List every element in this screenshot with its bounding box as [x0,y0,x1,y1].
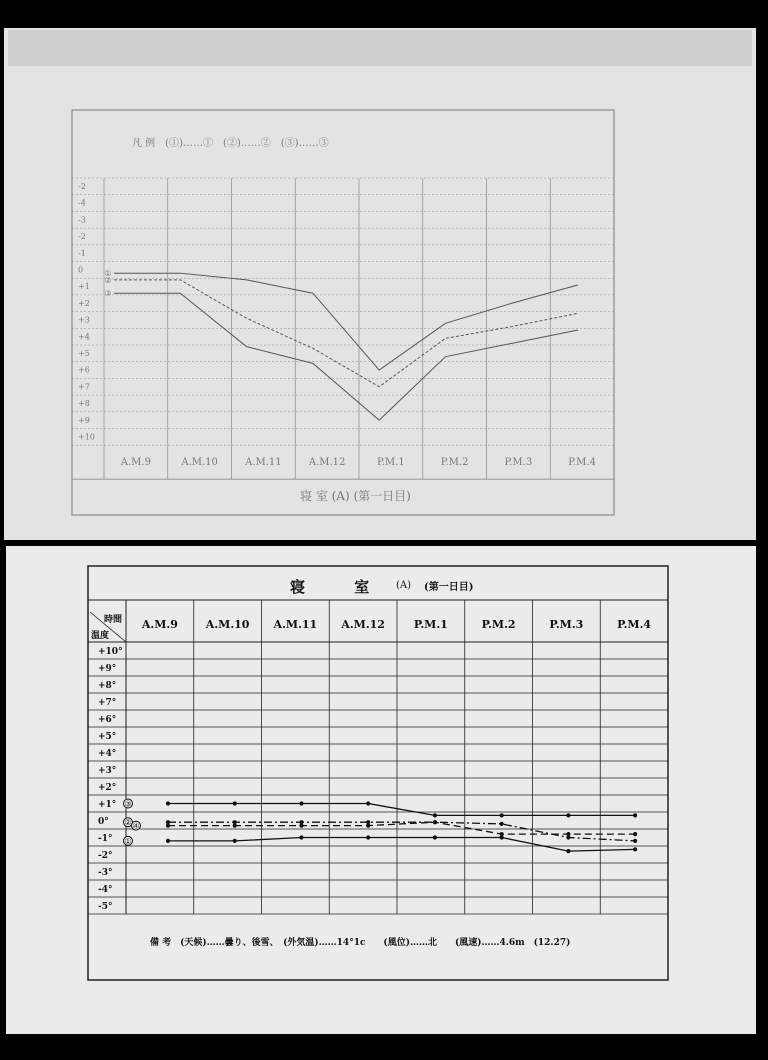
series-point [500,835,504,839]
upper-y-tick-label: -4 [78,198,86,208]
series-point [566,813,570,817]
y-tick-label: +3° [98,766,117,776]
y-tick-label: +2° [98,783,117,793]
series-line [168,804,635,816]
y-tick-label: -2° [98,851,113,861]
series-point [633,839,637,843]
x-tick-label: A.M.9 [141,618,178,631]
series-point [566,832,570,836]
x-tick-label: A.M.12 [341,618,385,631]
y-tick-label: +8° [98,681,117,691]
y-tick-label: -5° [98,902,113,912]
upper-series-marker-label: ① [104,269,112,279]
series-point [166,839,170,843]
upper-x-tick-label: A.M.9 [120,457,151,469]
series-point [233,839,237,843]
lower-chart-series [124,799,638,853]
series-marker-label: ① [124,836,132,846]
upper-y-tick-label: +8 [78,399,90,409]
upper-y-tick-label: +5 [78,349,90,358]
series-point [299,824,303,828]
x-tick-label: P.M.1 [413,618,448,631]
chart-title-day: (第一日目) [424,582,474,593]
series-point [566,849,570,853]
x-tick-label: P.M.2 [481,618,516,631]
series-point [433,820,437,824]
upper-x-tick-label: P.M.4 [568,457,596,469]
series-point [433,813,437,817]
upper-y-tick-label: -2 [78,182,86,191]
series-marker-label: ② [124,818,132,828]
lower-chart-grid [88,600,668,914]
series-point [299,801,303,805]
upper-y-tick-label: -3 [78,215,86,225]
upper-chart-xlabel: 寝 室 (A) (第一日目) [300,489,411,503]
series-point [366,801,370,805]
x-tick-label: P.M.3 [549,618,584,631]
upper-x-tick-label: A.M.11 [245,457,282,469]
y-tick-label: -1° [98,834,113,844]
series-point [233,801,237,805]
series-point [633,847,637,851]
upper-x-tick-label: P.M.3 [504,457,533,469]
series-point [299,835,303,839]
y-tick-label: +7° [98,698,117,708]
chart-title-tag: (A) [396,580,412,591]
upper-y-tick-label: +10 [78,432,95,442]
series-marker-label: ④ [132,821,140,831]
upper-y-tick-label: +6 [78,365,90,375]
series-point [366,824,370,828]
upper-x-tick-label: A.M.10 [181,457,218,469]
upper-chart-legend: 凡 例 (①)……① (②)……② (③)……③ [132,138,329,149]
y-tick-label: +5° [98,732,117,742]
chart-note: 備 考 (天候)……曇り、後雪、 (外気温)……14°1c (風位)……北 (風速)……4.6m (12.27) [150,938,571,948]
lower-chart-y-ticks [98,647,123,912]
x-tick-label: A.M.10 [205,618,250,631]
upper-y-tick-label: +9 [78,415,90,425]
y-tick-label: -4° [98,885,113,895]
chart-title: 寝 室 [290,578,392,596]
y-tick-label: +4° [98,749,117,759]
y-axis-title: 温度 [91,631,110,641]
upper-x-tick-label: A.M.12 [308,457,346,469]
upper-y-tick-label: -1 [78,248,86,258]
y-tick-label: +1° [98,800,117,810]
upper-y-tick-label: +7 [78,382,90,392]
upper-y-tick-label: +1 [78,282,90,292]
series-point [500,822,504,826]
upper-series-marker-label: ③ [104,289,112,299]
series-line [168,822,635,834]
x-axis-title: 時間 [104,615,123,625]
series-point [500,813,504,817]
series-line [168,838,635,852]
upper-y-tick-label: +3 [78,315,90,325]
series-point [633,813,637,817]
y-tick-label: 0° [98,817,109,827]
upper-y-tick-label: -2 [78,232,86,242]
series-point [366,835,370,839]
upper-x-tick-label: P.M.1 [377,457,405,469]
y-tick-label: +10° [98,647,123,657]
upper-y-tick-label: +2 [78,298,90,308]
x-tick-label: A.M.11 [273,618,318,631]
y-tick-label: +9° [98,664,117,674]
upper-series-marker-label: ② [104,275,112,285]
series-point [166,824,170,828]
lower-chart-x-ticks [141,618,652,631]
series-point [633,832,637,836]
series-marker-label: ③ [124,799,132,809]
y-tick-label: +6° [98,715,117,725]
upper-y-tick-label: 0 [78,265,84,275]
series-point [166,801,170,805]
upper-y-tick-label: +4 [78,332,90,342]
upper-x-tick-label: P.M.2 [440,457,469,469]
x-tick-label: P.M.4 [617,618,652,631]
series-point [433,835,437,839]
series-point [233,824,237,828]
y-tick-label: -3° [98,868,113,878]
